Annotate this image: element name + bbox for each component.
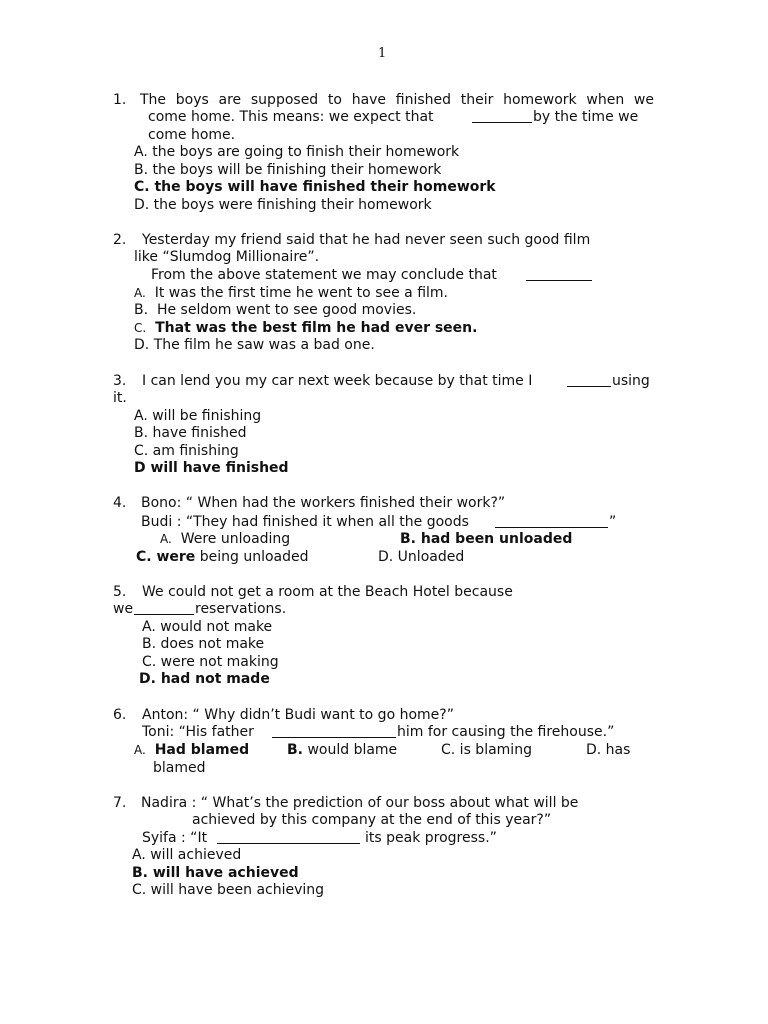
question-6-option-c: C. is blaming bbox=[441, 742, 532, 758]
question-2-number: 2. bbox=[113, 232, 127, 248]
question-1-stem-line-2a: come home. This means: we expect that bbox=[148, 109, 434, 125]
question-6-stem-line-1: Anton: “ Why didn’t Budi want to go home?” bbox=[142, 707, 454, 723]
question-5-option-c: C. were not making bbox=[142, 654, 279, 670]
question-3-number: 3. bbox=[113, 373, 127, 389]
question-7-number: 7. bbox=[113, 795, 127, 811]
question-7-stem-line-3a: Syifa : “It bbox=[142, 830, 208, 846]
page-number: 1 bbox=[378, 46, 387, 61]
question-3-blank bbox=[567, 372, 611, 387]
question-3-stem-line-2: it. bbox=[113, 390, 127, 406]
question-3-option-b: B. have finished bbox=[134, 425, 247, 441]
question-2-option-b: B. He seldom went to see good movies. bbox=[134, 302, 417, 318]
question-5-option-a: A. would not make bbox=[142, 619, 273, 635]
question-6-option-d: D. has bbox=[586, 742, 631, 758]
question-3-option-a: A. will be finishing bbox=[134, 408, 262, 424]
question-6-stem-line-2b: him for causing the firehouse.” bbox=[397, 724, 615, 740]
question-1-option-c: C. the boys will have finished their homework bbox=[134, 179, 496, 195]
question-3-stem-line-1b: using bbox=[612, 373, 650, 389]
question-5-stem-line-1: We could not get a room at the Beach Hotel because bbox=[142, 584, 513, 600]
question-7-option-a: A. will achieved bbox=[132, 847, 242, 863]
question-1-option-d: D. the boys were finishing their homework bbox=[134, 197, 432, 213]
question-7-option-b: B. will have achieved bbox=[132, 865, 299, 881]
question-6-stem-line-2a: Toni: “His father bbox=[142, 724, 254, 740]
question-5-stem-line-2a: we bbox=[113, 601, 134, 617]
question-5-number: 5. bbox=[113, 584, 127, 600]
question-4-blank bbox=[495, 513, 608, 528]
question-1-number: 1. bbox=[113, 92, 127, 108]
question-4-stem-line-1: Bono: “ When had the workers finished their work?” bbox=[141, 495, 506, 511]
question-5-stem-line-2b: reservations. bbox=[195, 601, 287, 617]
question-6-option-a: A. Had blamed bbox=[134, 742, 250, 758]
question-1-stem-line-2b: by the time we bbox=[533, 109, 639, 125]
question-7-stem-line-1: Nadira : “ What’s the prediction of our boss about what will be bbox=[141, 795, 579, 811]
question-6-option-d-cont: blamed bbox=[153, 760, 206, 776]
question-1-option-a: A. the boys are going to finish their homework bbox=[134, 144, 460, 160]
question-3-option-d: D will have finished bbox=[134, 460, 289, 476]
question-2-blank bbox=[526, 266, 592, 281]
question-4-stem-line-2b: ” bbox=[609, 514, 617, 530]
question-6-option-b: B. would blame bbox=[287, 742, 398, 758]
question-4-option-c: C. were being unloaded bbox=[136, 549, 309, 565]
question-7-stem-line-3b: its peak progress.” bbox=[365, 830, 497, 846]
question-5-blank bbox=[134, 600, 194, 615]
question-5-option-d: D. had not made bbox=[139, 671, 270, 687]
question-4-option-a: A. Were unloading bbox=[160, 531, 291, 547]
question-2-stem-line-1: Yesterday my friend said that he had never seen such good film bbox=[142, 232, 591, 248]
question-2-stem-line-3: From the above statement we may conclude that bbox=[151, 267, 497, 283]
question-7-blank bbox=[217, 829, 360, 844]
question-6-blank bbox=[272, 723, 396, 738]
question-1-stem-line-3: come home. bbox=[148, 127, 236, 143]
question-3-stem-line-1a: I can lend you my car next week because by that time I bbox=[142, 373, 533, 389]
question-5-option-b: B. does not make bbox=[142, 636, 265, 652]
question-4-option-d: D. Unloaded bbox=[378, 549, 465, 565]
question-7-stem-line-2: achieved by this company at the end of this year?” bbox=[192, 812, 552, 828]
question-7-option-c: C. will have been achieving bbox=[132, 882, 325, 898]
question-1-blank bbox=[472, 108, 532, 123]
question-2-option-c: C. That was the best film he had ever seen. bbox=[134, 320, 478, 336]
question-4-option-b: B. had been unloaded bbox=[400, 531, 573, 547]
question-2-option-d: D. The film he saw was a bad one. bbox=[134, 337, 375, 353]
question-6-number: 6. bbox=[113, 707, 127, 723]
question-1-option-b: B. the boys will be finishing their homework bbox=[134, 162, 442, 178]
question-2-option-a: A. It was the first time he went to see a film. bbox=[134, 285, 448, 301]
question-1-stem-line-1: The boys are supposed to have finished their homework when we bbox=[140, 92, 654, 108]
question-4-number: 4. bbox=[113, 495, 127, 511]
question-4-stem-line-2a: Budi : “They had finished it when all the goods bbox=[141, 514, 469, 530]
question-2-stem-line-2: like “Slumdog Millionaire”. bbox=[134, 249, 320, 265]
question-3-option-c: C. am finishing bbox=[134, 443, 239, 459]
